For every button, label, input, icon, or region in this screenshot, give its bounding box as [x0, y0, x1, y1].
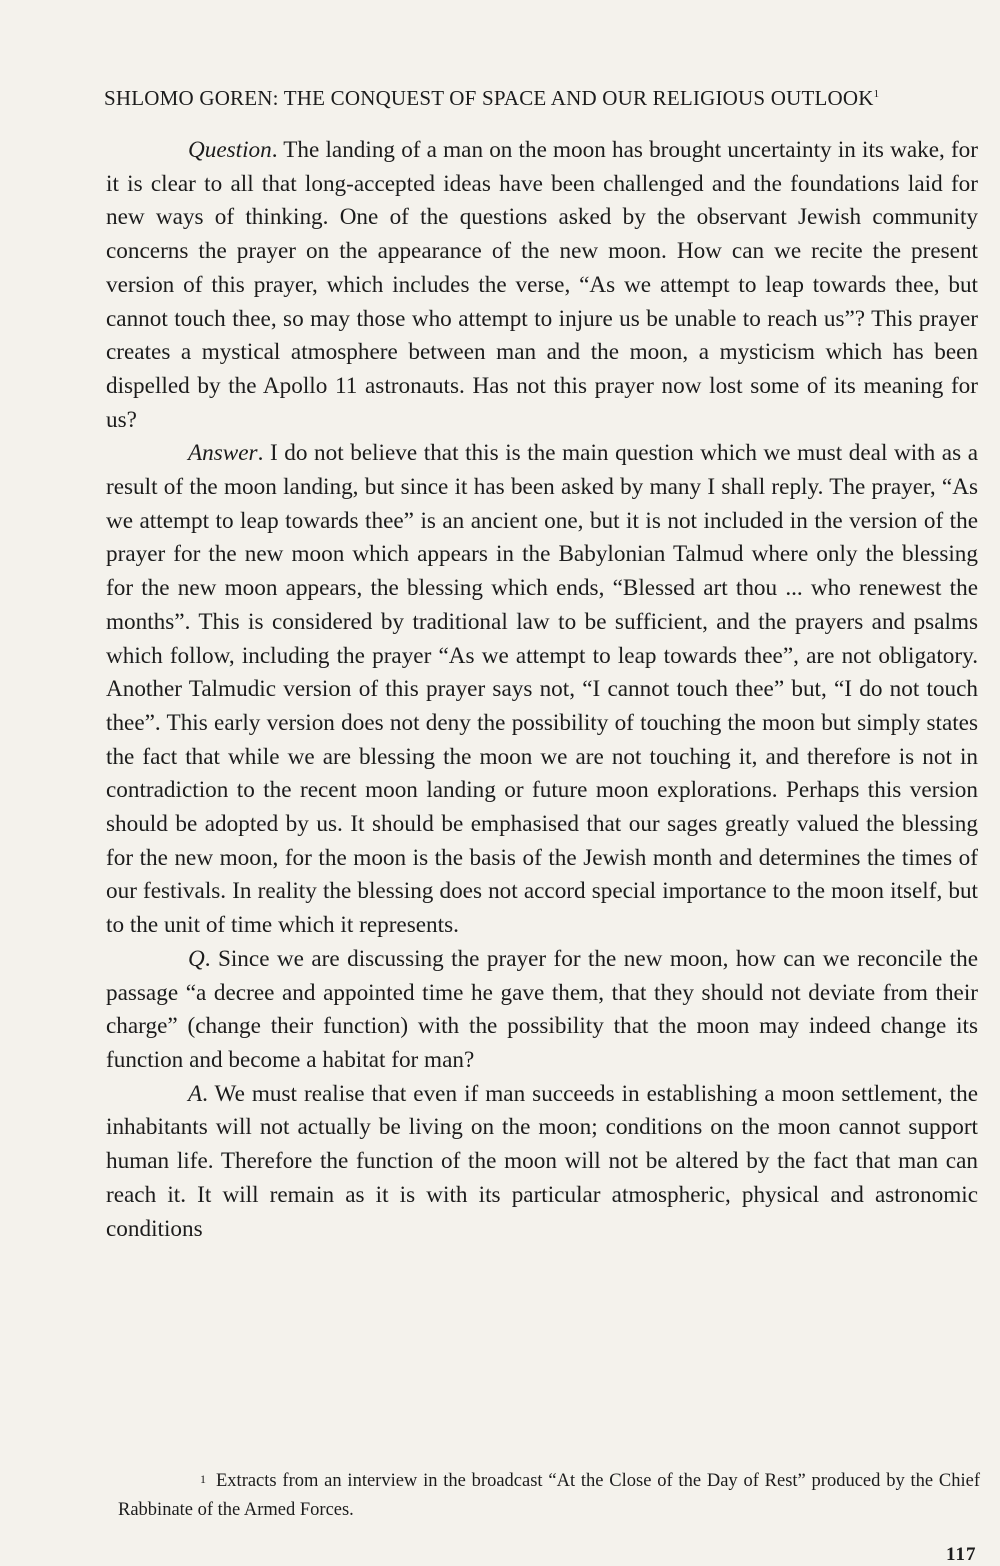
page-number: 117 — [946, 1544, 977, 1565]
body-text — [106, 134, 978, 1246]
running-head — [104, 86, 980, 111]
paragraph-lead: Question — [188, 137, 272, 163]
footnote-paragraph — [118, 1465, 980, 1525]
paragraph-text: . Since we are discussing the prayer for the new moon, how can we reconcile the passage “a decree and appointed time he gave them, that they should not deviate from their charge” (change their function) with the possibility that the moon may indeed change its function and become a habitat for man? — [106, 945, 978, 1073]
paragraph-text: . The landing of a man on the moon has brought uncertainty in its wake, for it is clear to all that long-accepted ideas have been challenged and the foundations laid for new ways of thinking. One of the questions asked by the observant Jewish community concerns the prayer on the appearance of the new moon. How can we recite the present version of this prayer, which includes the verse, “As we attempt to leap towards thee, but cannot touch thee, so may those who attempt to injure us be unable to reach us”? This prayer creates a mystical atmosphere between man and the moon, a mysticism which has been dispelled by the Apollo 11 astronauts. Has not this prayer now lost some of its meaning for us? — [106, 137, 978, 433]
paragraph-lead: Answer — [188, 440, 258, 467]
footnote-text: Extracts from an interview in the broadcast “At the Close of the Day of Rest” produced by the Chief Rabbinate of the Armed Forces. — [118, 1471, 980, 1520]
paragraph-question — [106, 134, 978, 437]
paragraph-lead: Q — [188, 945, 205, 972]
paragraph-question — [106, 943, 978, 1078]
paragraph-answer — [106, 437, 978, 943]
footnote — [118, 1465, 980, 1525]
paragraph-text: . I do not believe that this is the main question which we must deal with as a result of the moon landing, but since it has been asked by many I shall reply. The prayer, “As we attempt to leap towards thee” is an ancient one, but it is not included in the version of the prayer for the new moon which appears in the Babylonian Talmud where only the blessing for the new moon appears, the blessing which ends, “Blessed art thou ... who renewest the months”. This is considered by traditional law to be sufficient, and the prayers and psalms which follow, including the prayer “As we attempt to leap towards thee”, are not obligatory. Another Talmudic version of this prayer says not, “I cannot touch thee” but, “I do not touch thee”. This early version does not deny the possibility of touching the moon but simply states the fact that while we are blessing the moon we are not touching it, and therefore is not in contradiction to the recent moon landing or future moon explorations. Perhaps this version should be adopted by us. It should be emphasised that our sages greatly valued the blessing for the new moon, for the moon is the basis of the Jewish month and determines the times of our festivals. In reality the blessing does not accord special importance to the moon itself, but to the unit of time which it represents. — [106, 440, 978, 939]
paragraph-answer — [106, 1078, 978, 1247]
paragraph-lead: A — [188, 1080, 203, 1107]
footnote-marker: 1 — [200, 1472, 206, 1486]
running-head-title: SHLOMO GOREN: THE CONQUEST OF SPACE AND OUR RELIGIOUS OUTLOOK — [104, 86, 874, 110]
footnote-reference: 1 — [873, 88, 880, 100]
paragraph-text: . We must realise that even if man succeeds in establishing a moon settlement, the inhabitants will not actually be living on the moon; conditions on the moon cannot support human life. Therefore the function of the moon will not be altered by the fact that man can reach it. It will remain as it is with its particular atmospheric, physical and astronomic conditions — [106, 1080, 978, 1242]
